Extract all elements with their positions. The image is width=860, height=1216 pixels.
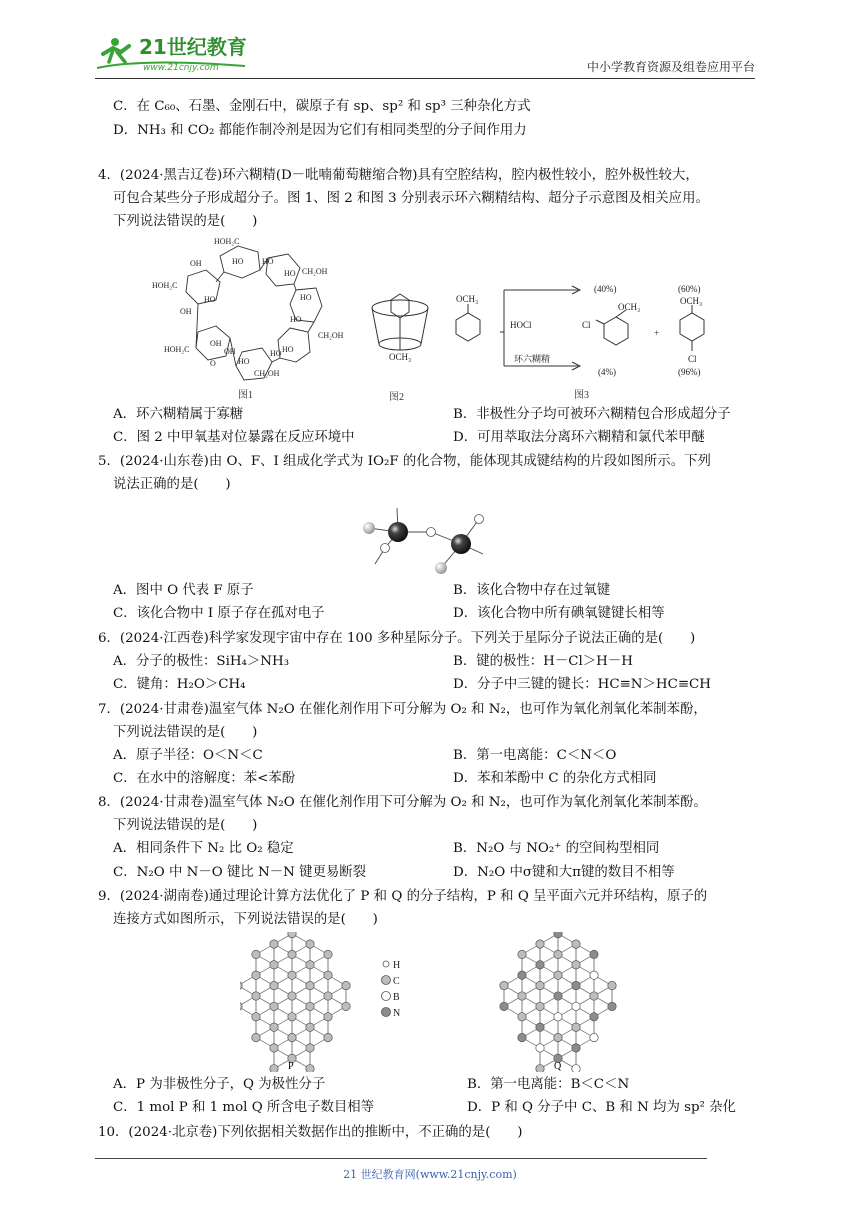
option-c: C．1 mol P 和 1 mol Q 所含电子数目相等 [113,1100,375,1115]
atom [324,1033,332,1041]
atom [306,981,314,989]
fig1-label: CH₂OH [318,331,344,340]
option-line: C．在 C₆₀、石墨、金刚石中，碳原子有 sp、sp² 和 sp³ 三种杂化方式 [113,99,531,114]
legend-label: H [393,960,401,971]
atom [270,981,278,989]
catalyst-label: 环六糊精 [514,354,551,364]
molecule-p [240,932,350,1072]
option-a: A．分子的极性：SiH₄＞NH₃ [113,654,290,669]
option-b: B．第一电离能：C＜N＜O [453,748,617,763]
atom [572,1023,580,1031]
atom [572,1065,580,1072]
plus-sign: + [654,328,660,338]
atom [590,971,598,979]
atom [572,981,580,989]
atom [536,1044,544,1052]
question-stem: 7．(2024·甘肃卷)温室气体 N₂O 在催化剂作用下可分解为 O₂ 和 N₂，也可作为氧化剂氧化苯制苯酚， [98,702,707,717]
atom [270,940,278,948]
option-a: A．相同条件下 N₂ 比 O₂ 稳定 [113,841,294,856]
atom [554,950,562,958]
atom [324,950,332,958]
option-c: C．图 2 中甲氧基对位暴露在反应环境中 [113,430,355,445]
atom [288,1013,296,1021]
option-d: D．P 和 Q 分子中 C、B 和 N 均为 sp² 杂化 [467,1100,736,1115]
atom [306,1023,314,1031]
fig1-label: O [210,359,216,368]
fig1-label: CH₂OH [254,369,280,378]
atom [324,1013,332,1021]
oxygen-atom [475,515,484,524]
option-a: A．环六糊精属于寡糖 [113,407,244,422]
atom [252,1033,260,1041]
fig1-label: HO [204,295,216,304]
option-c: C．键角：H₂O＞CH₄ [113,677,246,692]
fig1-label: HO [282,345,294,354]
option-d: D．苯和苯酚中 C 的杂化方式相同 [453,771,657,786]
option-a: A．原子半径：O＜N＜C [113,748,263,763]
atom [342,981,350,989]
fig1-label: HO [284,269,296,278]
fig2-caption: 图2 [389,392,404,403]
atom [500,981,508,989]
option-d: D．该化合物中所有碘氧键键长相等 [453,606,665,621]
question-stem: 说法正确的是( ) [113,477,231,492]
atom [608,1002,616,1010]
atom [572,940,580,948]
yield-label: (4%) [598,367,616,377]
atom [608,981,616,989]
option-d: D．分子中三键的键长：HC≡N＞HC≡CH [453,677,711,692]
oxygen-atom [381,544,390,553]
yield-label: (96%) [678,367,701,377]
atom [288,932,296,938]
option-d: D．N₂O 中σ键和大π键的数目不相等 [453,865,675,880]
option-d: D．可用萃取法分离环六糊精和氯代苯甲醚 [453,430,705,445]
fig1-label: HO [232,257,244,266]
fig1-label: HO [290,315,302,324]
atom [572,961,580,969]
atom [270,961,278,969]
atom [324,971,332,979]
atom [554,932,562,938]
fig1-label: HO [262,257,274,266]
fig3-caption: 图3 [574,390,589,401]
question-stem: 下列说法错误的是( ) [113,214,258,229]
fig1-label: OH [180,307,192,316]
option-line: D．NH₃ 和 CO₂ 都能作制冷剂是因为它们有相同类型的分子间作用力 [113,123,527,138]
atom [590,1013,598,1021]
yield-label: (40%) [594,284,617,294]
option-b: B．N₂O 与 NO₂⁺ 的空间构型相同 [453,841,660,856]
supramolecule-figure [365,288,435,403]
caption-p: P [288,1061,294,1072]
option-a: A．P 为非极性分子，Q 为极性分子 [113,1077,326,1092]
atom [306,940,314,948]
atom [554,971,562,979]
substituent-label: OCH₃ [618,302,641,312]
substituent-label: Cl [582,320,591,330]
fig1-label: HOH₂C [152,281,178,290]
atom [536,1023,544,1031]
fig1-label: CH₂OH [302,267,328,276]
atom [554,1013,562,1021]
question-stem: 4．(2024·黑吉辽卷)环六糊精(D－吡喃葡萄糖缩合物)具有空腔结构，腔内极性较小，腔外极性较大， [98,168,699,183]
atom [288,950,296,958]
atom [270,1002,278,1010]
fig1-label: HO [238,357,250,366]
cyclodextrin-figure [150,234,360,404]
atom [590,1033,598,1041]
option-b: B．键的极性：H－Cl＞H－H [453,654,633,669]
atom [252,992,260,1000]
option-c: C．N₂O 中 N－O 键比 N－N 键更易断裂 [113,865,367,880]
question-stem: 8．(2024·甘肃卷)温室气体 N₂O 在催化剂作用下可分解为 O₂ 和 N₂，也可作为氧化剂氧化苯制苯酚。 [98,795,707,810]
fig1-label: HOH₂C [164,345,190,354]
option-b: B．非极性分子均可被环六糊精包合形成超分子 [453,407,731,422]
atom [288,971,296,979]
option-c: C．该化合物中 I 原子存在孤对电子 [113,606,325,621]
atom [572,1002,580,1010]
fig1-label: HO [270,349,282,358]
page-header [95,30,755,79]
atom [342,1002,350,1010]
option-c: C．在水中的溶解度：苯<苯酚 [113,771,296,786]
fig1-label: HOH₂C [214,237,240,246]
atom [536,940,544,948]
atom [554,1033,562,1041]
fig1-label: OH [190,259,202,268]
option-b: B．第一电离能：B＜C＜N [467,1077,630,1092]
question-stem: 10．(2024·北京卷)下列依据相关数据作出的推断中，不正确的是( ) [98,1125,523,1140]
atom [306,1044,314,1052]
question-stem: 下列说法错误的是( ) [113,725,258,740]
option-b: B．该化合物中存在过氧键 [453,583,611,598]
iodine-atom [451,534,471,554]
atom [306,1002,314,1010]
fluorine-atom [363,522,375,534]
atom [252,1013,260,1021]
platform-name: 中小学教育资源及组卷应用平台 [586,60,755,74]
atom [536,961,544,969]
question-stem: 9．(2024·湖南卷)通过理论计算方法优化了 P 和 Q 的分子结构，P 和 Q 呈平面六元并环结构，原子的 [98,889,708,904]
atom [554,992,562,1000]
atom [536,1002,544,1010]
atom-legend [382,960,401,1019]
atom [590,992,598,1000]
legend-label: N [393,1008,401,1019]
question-stem: 5．(2024·山东卷)由 O、F、I 组成化学式为 IO₂F 的化合物，能体现其成键结构的片段如图所示。下列 [98,454,711,469]
question-stem: 6．(2024·江西卷)科学家发现宇宙中存在 100 多种星际分子。下列关于星际分子说法正确的是( ) [98,631,696,646]
iodine-atom [388,522,408,542]
fig1-label: OH [210,339,222,348]
fig1-label: OH [224,347,236,356]
reactant-label: OCH₃ [456,294,479,304]
atom [306,1065,314,1072]
atom [270,1044,278,1052]
footer-rule [95,1158,707,1159]
footer: 21 世纪教育网(www.21cnjy.com) [343,1168,517,1181]
pq-structures-figure [240,932,620,1072]
question-stem: 可包合某些分子形成超分子。图 1、图 2 和图 3 分别表示环六糊精结构、超分子示意图及相关应用。 [113,191,709,206]
atom [518,992,526,1000]
logo [95,32,265,74]
reaction-figure [438,280,718,404]
atom [270,1023,278,1031]
atom [500,1002,508,1010]
atom [536,1065,544,1072]
fig2-label: OCH₃ [389,352,412,362]
atom [252,950,260,958]
legend-label: C [393,976,400,987]
fig1-caption: 图1 [238,390,253,401]
molecule-q [500,932,616,1072]
option-a: A．图中 O 代表 F 原子 [113,583,254,598]
atom [252,971,260,979]
fluorine-atom [435,562,447,574]
yield-label: (60%) [678,284,701,294]
atom [270,1065,278,1072]
atom [240,981,242,989]
substituent-label: OCH₃ [680,296,703,306]
atom [518,971,526,979]
substituent-label: Cl [688,354,697,364]
atom [288,992,296,1000]
reagent-label: HOCl [510,320,532,330]
atom [240,1002,242,1010]
legend-label: B [393,992,400,1003]
atom [518,1013,526,1021]
atom [324,992,332,1000]
io2f-structure [355,504,505,580]
question-stem: 连接方式如图所示，下列说法错误的是( ) [113,912,378,927]
caption-q: Q [554,1061,562,1072]
logo-text: 21世纪教育 [139,35,247,59]
fig1-label: HO [300,293,312,302]
atom [518,1033,526,1041]
atom [518,950,526,958]
atom [306,961,314,969]
question-stem: 下列说法错误的是( ) [113,818,258,833]
atom [590,950,598,958]
atom [572,1044,580,1052]
atom [536,981,544,989]
oxygen-atom [427,528,436,537]
atom [288,1033,296,1041]
logo-url: www.21cnjy.com [143,63,219,73]
